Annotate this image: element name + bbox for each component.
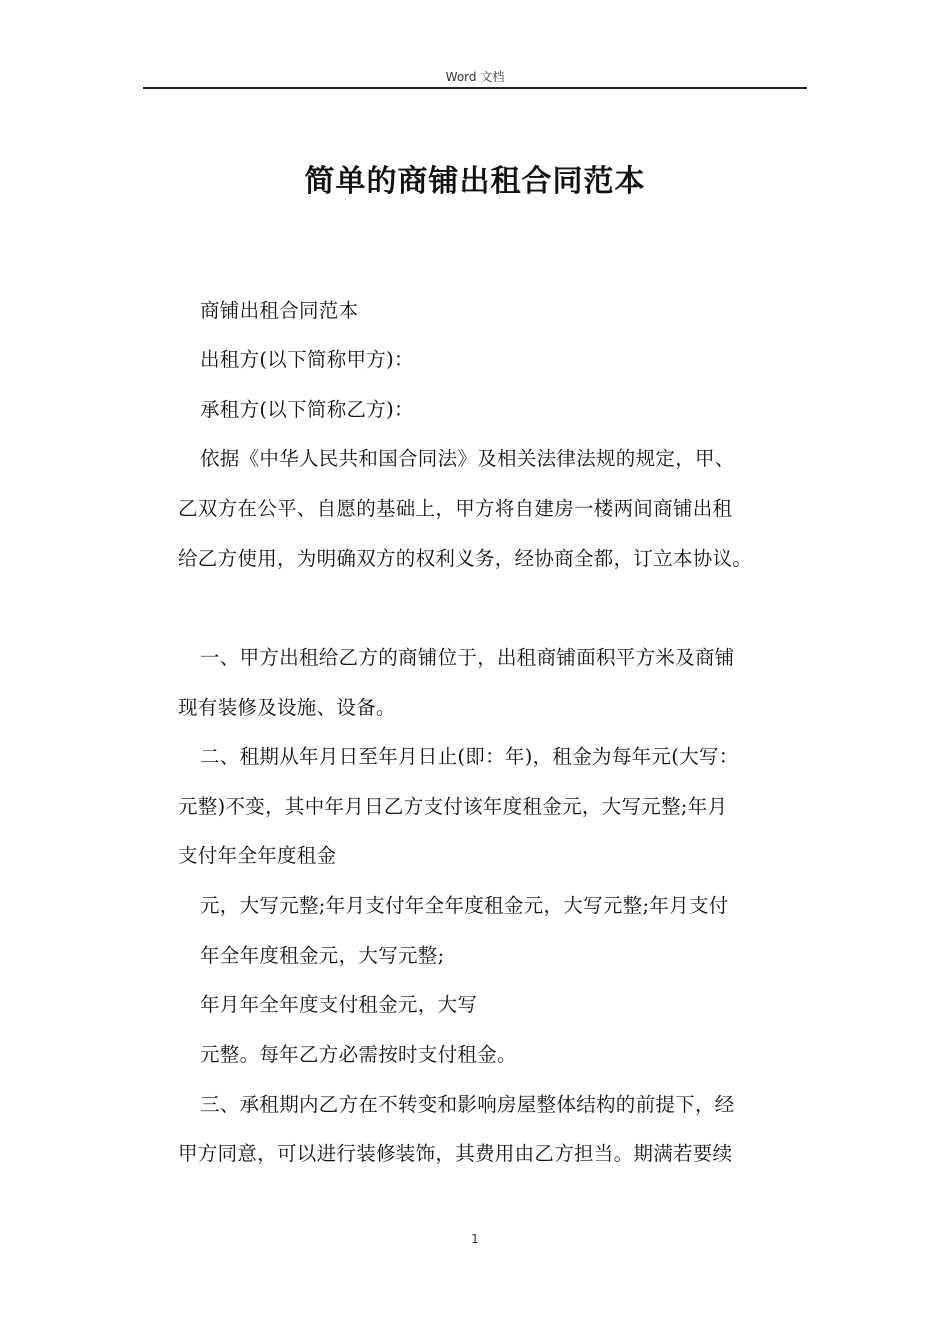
header-divider <box>143 87 807 89</box>
body-line: 给乙方使用，为明确双方的权利义务，经协商全都，订立本协议。 <box>178 547 753 570</box>
body-line: 出租方(以下简称甲方)： <box>200 348 414 371</box>
body-line: 一、甲方出租给乙方的商铺位于，出租商铺面积平方米及商铺 <box>200 646 735 669</box>
page-number: 1 <box>471 1232 479 1246</box>
body-line: 元，大写元整;年月支付年全年度租金元，大写元整;年月支付 <box>200 894 729 917</box>
body-line: 承租方(以下简称乙方)： <box>200 398 414 421</box>
body-line: 元整)不变，其中年月日乙方支付该年度租金元，大写元整;年月 <box>178 795 728 818</box>
body-line: 现有装修及设施、设备。 <box>178 696 396 719</box>
body-line: 支付年全年度租金 <box>178 844 337 867</box>
document-title: 简单的商铺出租合同范本 <box>304 164 646 199</box>
body-line: 元整。每年乙方必需按时支付租金。 <box>200 1043 517 1066</box>
body-line: 商铺出租合同范本 <box>200 299 359 322</box>
body-line: 乙双方在公平、自愿的基础上，甲方将自建房一楼两间商铺出租 <box>178 497 733 520</box>
body-line: 年月年全年度支付租金元，大写 <box>200 993 478 1016</box>
body-line: 甲方同意，可以进行装修装饰，其费用由乙方担当。期满若要续 <box>178 1142 733 1165</box>
body-line: 二、租期从年月日至年月日止(即：年)，租金为每年元(大写： <box>200 745 739 768</box>
page-header: Word 文档 <box>445 70 505 84</box>
body-line: 年全年度租金元，大写元整; <box>200 944 445 967</box>
body-line: 三、承租期内乙方在不转变和影响房屋整体结构的前提下，经 <box>200 1093 735 1116</box>
body-line: 依据《中华人民共和国合同法》及相关法律法规的规定，甲、 <box>200 447 735 470</box>
